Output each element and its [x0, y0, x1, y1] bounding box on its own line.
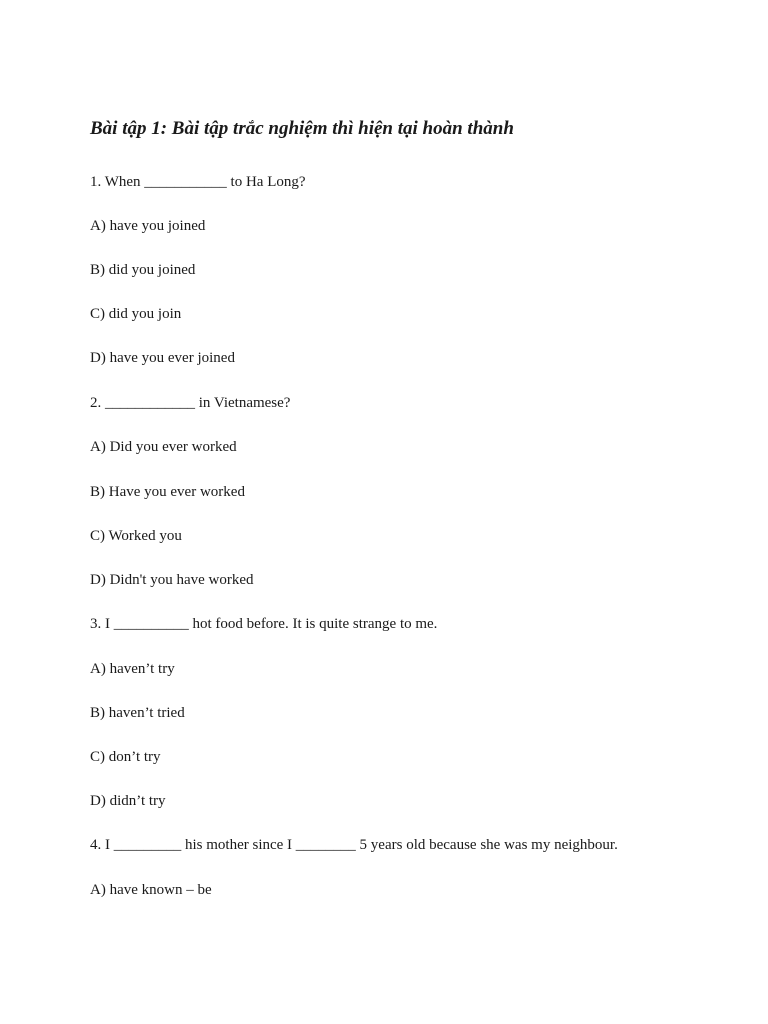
answer-option: A) have known – be: [90, 882, 212, 898]
answer-option: C) did you join: [90, 306, 182, 322]
answer-option: C) Worked you: [90, 528, 182, 544]
answer-option: B) did you joined: [90, 262, 196, 278]
answer-option: A) Did you ever worked: [90, 439, 237, 455]
answer-option: D) Didn't you have worked: [90, 572, 254, 588]
question-prompt: 3. I __________ hot food before. It is quite strange to me.: [90, 616, 438, 632]
answer-option: C) don’t try: [90, 749, 161, 765]
question-prompt: 2. ____________ in Vietnamese?: [90, 395, 291, 411]
answer-option: D) have you ever joined: [90, 350, 235, 366]
answer-option: A) have you joined: [90, 218, 206, 234]
answer-option: B) Have you ever worked: [90, 484, 245, 500]
question-prompt: 1. When ___________ to Ha Long?: [90, 174, 306, 190]
answer-option: D) didn’t try: [90, 793, 166, 809]
page-title: Bài tập 1: Bài tập trắc nghiệm thì hiện tại hoàn thành: [90, 118, 514, 139]
answer-option: A) haven’t try: [90, 661, 175, 677]
answer-option: B) haven’t tried: [90, 705, 185, 721]
question-prompt: 4. I _________ his mother since I ________ 5 years old because she was my neighbour.: [90, 837, 618, 853]
